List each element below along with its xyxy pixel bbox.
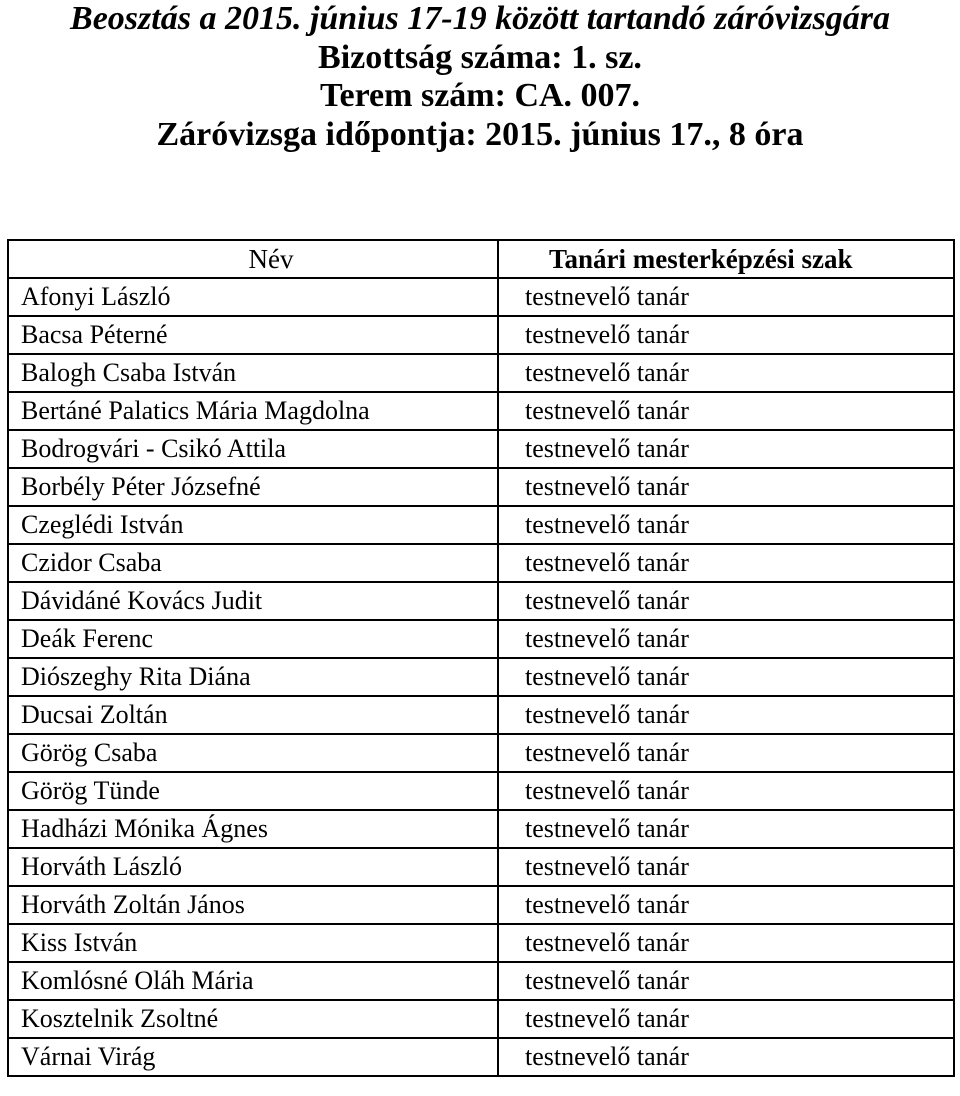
student-major: testnevelő tanár: [498, 582, 954, 620]
student-major: testnevelő tanár: [498, 468, 954, 506]
student-major: testnevelő tanár: [498, 658, 954, 696]
table-row: [8, 772, 954, 810]
student-name: Horváth Zoltán János: [8, 886, 498, 924]
table-row: [8, 620, 954, 658]
student-name: Bacsa Péterné: [8, 316, 498, 354]
student-major: testnevelő tanár: [498, 810, 954, 848]
table-row: [8, 392, 954, 430]
student-major: testnevelő tanár: [498, 924, 954, 962]
table-row: [8, 924, 954, 962]
student-name: Horváth László: [8, 848, 498, 886]
student-major: testnevelő tanár: [498, 886, 954, 924]
student-major: testnevelő tanár: [498, 430, 954, 468]
student-name: Bodrogvári - Csikó Attila: [8, 430, 498, 468]
table-row: [8, 848, 954, 886]
student-name: Diószeghy Rita Diána: [8, 658, 498, 696]
student-name: Borbély Péter Józsefné: [8, 468, 498, 506]
document-header: [0, 0, 960, 154]
student-major: testnevelő tanár: [498, 620, 954, 658]
student-name: Görög Tünde: [8, 772, 498, 810]
table-row: [8, 734, 954, 772]
table-row: [8, 810, 954, 848]
student-name: Hadházi Mónika Ágnes: [8, 810, 498, 848]
table-row: [8, 696, 954, 734]
student-major: testnevelő tanár: [498, 696, 954, 734]
exam-time: Záróvizsga időpontja: 2015. június 17., 8 óra: [156, 115, 804, 153]
student-major: testnevelő tanár: [498, 962, 954, 1000]
table-row: [8, 582, 954, 620]
column-header-major: Tanári mesterképzési szak: [498, 240, 954, 278]
student-name: Kiss István: [8, 924, 498, 962]
student-name: Dávidáné Kovács Judit: [8, 582, 498, 620]
roster-table: [7, 239, 955, 1077]
committee-number: Bizottság száma: 1. sz.: [318, 38, 642, 76]
table-row: [8, 886, 954, 924]
student-name: Görög Csaba: [8, 734, 498, 772]
table-row: [8, 962, 954, 1000]
student-name: Ducsai Zoltán: [8, 696, 498, 734]
student-major: testnevelő tanár: [498, 316, 954, 354]
student-name: Komlósné Oláh Mária: [8, 962, 498, 1000]
student-name: Balogh Csaba István: [8, 354, 498, 392]
table-row: [8, 1038, 954, 1076]
student-major: testnevelő tanár: [498, 848, 954, 886]
student-major: testnevelő tanár: [498, 278, 954, 316]
table-row: [8, 468, 954, 506]
student-major: testnevelő tanár: [498, 1038, 954, 1076]
table-row: [8, 316, 954, 354]
student-major: testnevelő tanár: [498, 544, 954, 582]
student-major: testnevelő tanár: [498, 354, 954, 392]
table-row: [8, 1000, 954, 1038]
student-major: testnevelő tanár: [498, 1000, 954, 1038]
student-major: testnevelő tanár: [498, 392, 954, 430]
table-header-row: [8, 240, 954, 278]
student-name: Kosztelnik Zsoltné: [8, 1000, 498, 1038]
column-header-name: Név: [8, 240, 498, 278]
student-name: Afonyi László: [8, 278, 498, 316]
student-name: Deák Ferenc: [8, 620, 498, 658]
student-major: testnevelő tanár: [498, 772, 954, 810]
table-row: [8, 430, 954, 468]
table-row: [8, 544, 954, 582]
student-name: Czidor Csaba: [8, 544, 498, 582]
student-name: Czeglédi István: [8, 506, 498, 544]
student-major: testnevelő tanár: [498, 734, 954, 772]
document-title: Beosztás a 2015. június 17-19 között tartandó záróvizsgára: [70, 0, 890, 37]
table-row: [8, 354, 954, 392]
room-number: Terem szám: CA. 007.: [319, 77, 641, 114]
student-name: Bertáné Palatics Mária Magdolna: [8, 392, 498, 430]
roster-body: [8, 278, 954, 1076]
table-row: [8, 278, 954, 316]
student-major: testnevelő tanár: [498, 506, 954, 544]
table-row: [8, 658, 954, 696]
table-row: [8, 506, 954, 544]
student-name: Várnai Virág: [8, 1038, 498, 1076]
